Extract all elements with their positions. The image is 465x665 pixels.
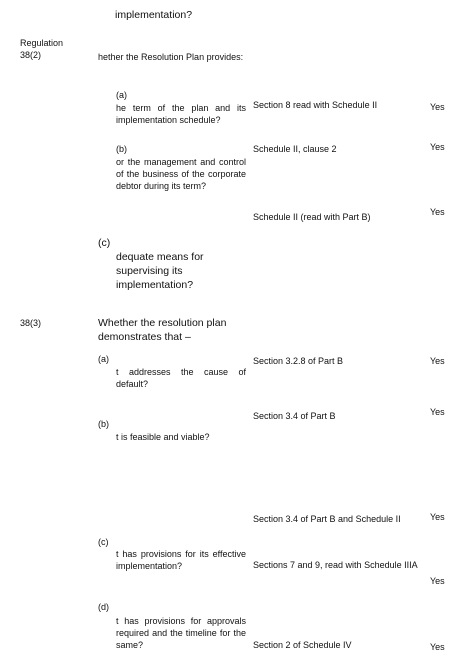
item-reference: Section 8 read with Schedule II [253,100,378,110]
regulation-number: 38(2) [20,50,42,60]
item-marker: (a) [116,90,127,100]
regulation-label: Regulation [20,38,64,48]
clause-intro: hether the Resolution Plan provides: [98,52,244,62]
clause-intro: Whether the resolution plan demonstrates that – [98,317,227,343]
item-reference: Section 3.2.8 of Part B [253,356,344,366]
item-marker: (d) [98,602,109,612]
item-marker: (c) [98,537,109,547]
item-text: t has provisions for approvals required and the timeline for the same? [116,616,246,651]
compliance-status: Yes [430,356,445,366]
item-reference: Schedule II (read with Part B) [253,212,371,222]
item-text: dequate means for supervising its implementation? [116,251,204,291]
item-reference: Section 3.4 of Part B [253,411,336,421]
compliance-status: Yes [430,407,445,417]
item-reference: Schedule II, clause 2 [253,144,337,154]
regulation-number: 38(3) [20,318,42,328]
compliance-status: Yes [430,142,445,152]
compliance-status: Yes [430,512,445,522]
item-reference: Section 3.4 of Part B and Schedule II [253,514,401,524]
compliance-status: Yes [430,102,445,112]
item-marker: (b) [116,144,127,154]
item-text: or the management and control of the business of the corporate debtor during its term? [116,157,246,192]
item-marker: (b) [98,419,109,429]
item-marker: (c) [98,237,111,249]
item-text: t is feasible and viable? [116,432,210,442]
item-text: t has provisions for its effective implementation? [116,549,246,572]
continuation-text: implementation? [115,9,193,21]
item-marker: (a) [98,354,109,364]
compliance-status: Yes [430,642,445,652]
item-reference: Section 2 of Schedule IV [253,640,352,650]
compliance-status: Yes [430,207,445,217]
item-text: t addresses the cause of default? [116,367,246,390]
item-reference: Sections 7 and 9, read with Schedule IIIA [253,560,418,570]
compliance-status: Yes [430,576,445,586]
item-text: he term of the plan and its implementation schedule? [116,103,246,126]
